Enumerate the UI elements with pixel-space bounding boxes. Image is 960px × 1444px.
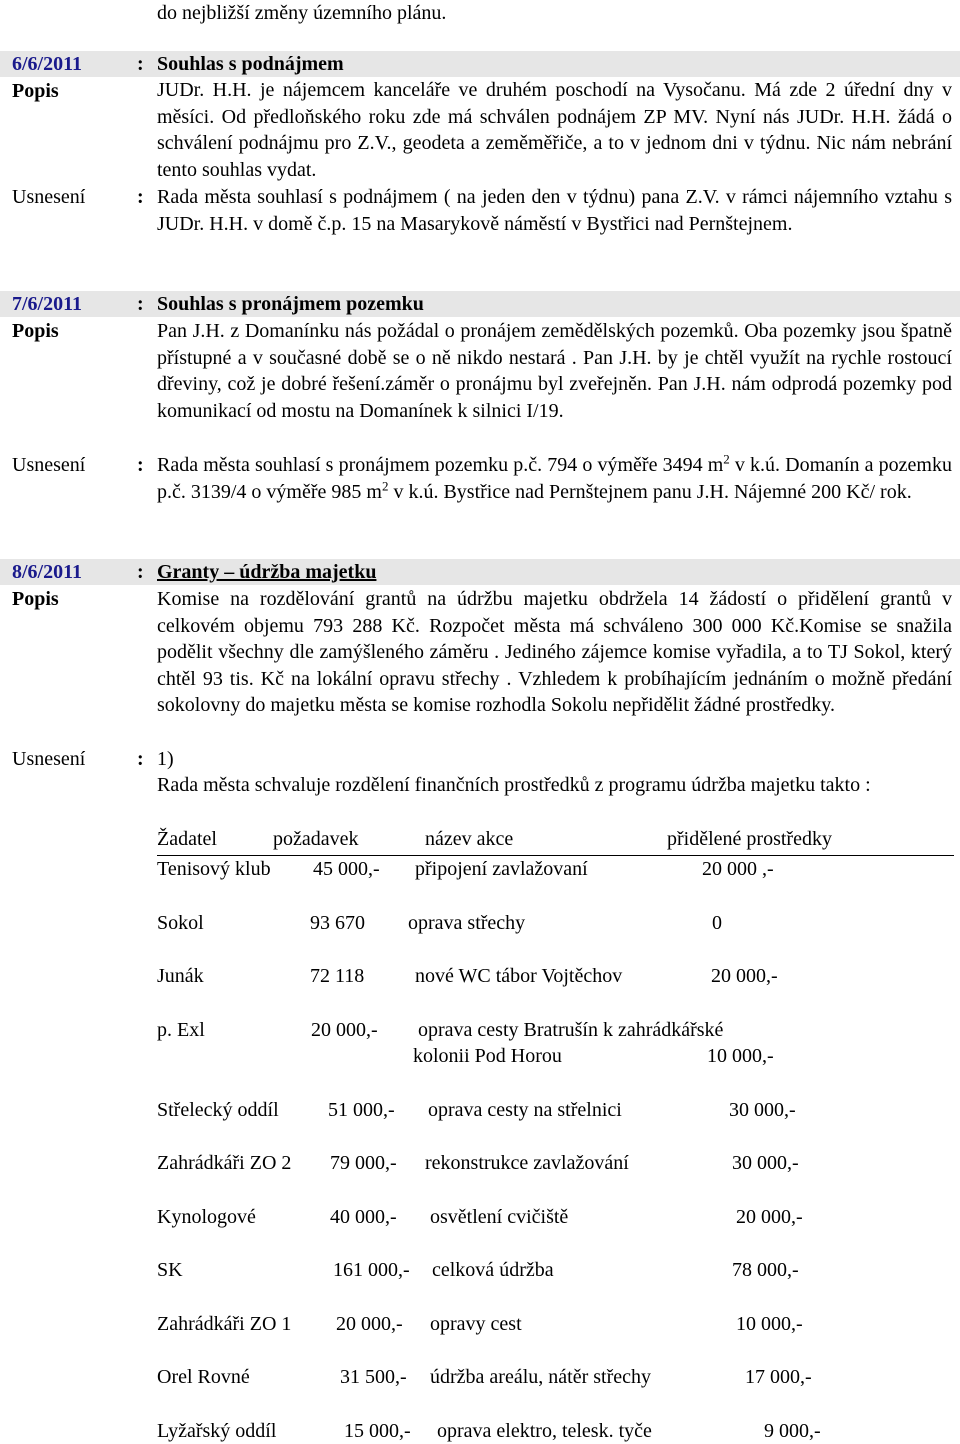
usneseni-text <box>157 452 952 505</box>
row-request: 15 000,- <box>344 1420 411 1442</box>
row-request: 20 000,- <box>336 1313 403 1335</box>
row-applicant: Kynologové <box>157 1206 256 1228</box>
row-granted: 10 000,- <box>736 1313 803 1335</box>
usneseni-text: Rada města schvaluje rozdělení finančních prostředků z programu údržba majetku takto : <box>157 774 871 796</box>
item-title: Souhlas s podnájmem <box>157 53 344 75</box>
usneseni-text-part: v k.ú. Domanín a pozemku p.č. 3139/4 o výměře 985 m <box>157 454 952 503</box>
row-action: nové WC tábor Vojtěchov <box>415 965 623 987</box>
row-request: 51 000,- <box>328 1099 395 1121</box>
row-action: oprava cesty Bratrušín k zahrádkářské <box>418 1019 724 1041</box>
colon: : <box>137 748 144 770</box>
row-action: oprava střechy <box>408 912 526 934</box>
row-applicant: Lyžařský oddíl <box>157 1420 277 1442</box>
usneseni-label: Usnesení <box>12 186 86 208</box>
row-granted: 30 000,- <box>729 1099 796 1121</box>
row-request: 93 670 <box>310 912 365 934</box>
row-request: 31 500,- <box>340 1366 407 1388</box>
table-header-action: název akce <box>425 828 514 850</box>
item-date: 6/6/2011 <box>12 53 83 75</box>
table-header-request: požadavek <box>273 828 359 850</box>
popis-label: Popis <box>12 320 59 342</box>
item-title: Granty – údržba majetku <box>157 561 377 583</box>
row-action: osvětlení cvičiště <box>430 1206 569 1228</box>
row-applicant: Junák <box>157 965 204 987</box>
row-applicant: Zahrádkáři ZO 2 <box>157 1152 292 1174</box>
popis-label: Popis <box>12 588 59 610</box>
row-applicant: SK <box>157 1259 183 1281</box>
row-granted: 10 000,- <box>707 1045 774 1067</box>
row-action-continued: kolonii Pod Horou <box>413 1045 562 1067</box>
row-action: celková údržba <box>432 1259 554 1281</box>
colon: : <box>137 561 144 583</box>
item-title: Souhlas s pronájmem pozemku <box>157 293 424 315</box>
superscript: 2 <box>723 451 730 467</box>
item-header-band <box>0 51 960 77</box>
row-request: 20 000,- <box>311 1019 378 1041</box>
row-action: údržba areálu, nátěr střechy <box>430 1366 651 1388</box>
item-date: 8/6/2011 <box>12 561 83 583</box>
item-date: 7/6/2011 <box>12 293 83 315</box>
row-action: připojení zavlažovaní <box>415 858 588 880</box>
row-granted: 20 000,- <box>711 965 778 987</box>
colon: : <box>137 186 144 208</box>
row-request: 45 000,- <box>313 858 380 880</box>
row-granted: 20 000 ,- <box>702 858 774 880</box>
colon: : <box>137 53 144 75</box>
row-granted: 9 000,- <box>764 1420 821 1442</box>
row-applicant: Sokol <box>157 912 204 934</box>
colon: : <box>137 454 144 476</box>
row-request: 72 118 <box>310 965 365 987</box>
row-granted: 0 <box>712 912 722 934</box>
row-action: oprava cesty na střelnici <box>428 1099 622 1121</box>
popis-text: JUDr. H.H. je nájemcem kanceláře ve druhém poschodí na Vysočanu. Má zde 2 úřední dny v měsíci. Od předloňského roku zde má schválen podnájem ZP MV. Nyní nás JUDr. H.H. žádá o schválení podnájmu pro Z.V., geodeta a zeměměřiče, a to v jednom dni v týdnu. Nic nám nebrání tento souhlas vydat. <box>157 79 952 181</box>
usneseni-text-part: Rada města souhlasí s pronájmem pozemku p.č. 794 o výměře 3494 m <box>157 454 724 476</box>
popis-label: Popis <box>12 80 59 102</box>
row-request: 79 000,- <box>330 1152 397 1174</box>
continuation-text: do nejbližší změny územního plánu. <box>157 2 447 24</box>
row-granted: 78 000,- <box>732 1259 799 1281</box>
row-request: 40 000,- <box>330 1206 397 1228</box>
row-granted: 20 000,- <box>736 1206 803 1228</box>
row-action: oprava elektro, telesk. tyče <box>437 1420 652 1442</box>
row-applicant: Tenisový klub <box>157 858 271 880</box>
table-header-applicant: Žadatel <box>157 828 217 850</box>
popis-text: Komise na rozdělování grantů na údržbu majetku obdržela 14 žádostí o přidělení grantů v celkovém objemu 793 288 Kč. Rozpočet města má schváleno 300 000 Kč.Komise se snažila podělit všechny dle zamýšleného záměru . Jediného zájemce komise vyřadila, a to TJ Sokol, který chtěl 93 tis. Kč na lokální opravu střechy . Vzhledem k probíhajícím jednáním o možně předání sokolovny do majetku města se komise rozhodla Sokolu nepřidělit žádné prostředky. <box>157 588 952 716</box>
table-header-granted: přidělené prostředky <box>667 828 832 850</box>
row-applicant: Zahrádkáři ZO 1 <box>157 1313 292 1335</box>
usneseni-text: Rada města souhlasí s podnájmem ( na jeden den v týdnu) pana Z.V. v rámci nájemního vztahu s JUDr. H.H. v domě č.p. 15 na Masarykově náměstí v Bystřici nad Pernštejnem. <box>157 186 952 235</box>
row-action: opravy cest <box>430 1313 522 1335</box>
colon: : <box>137 293 144 315</box>
row-granted: 17 000,- <box>745 1366 812 1388</box>
item-header-band <box>0 291 960 317</box>
usneseni-number: 1) <box>157 748 174 770</box>
usneseni-text-part: v k.ú. Bystřice nad Pernštejnem panu J.H. Nájemné 200 Kč/ rok. <box>388 480 912 503</box>
row-action: rekonstrukce zavlažování <box>425 1152 629 1174</box>
row-request: 161 000,- <box>333 1259 410 1281</box>
row-applicant: Střelecký oddíl <box>157 1099 279 1121</box>
usneseni-label: Usnesení <box>12 748 86 770</box>
row-applicant: p. Exl <box>157 1019 205 1041</box>
row-granted: 30 000,- <box>732 1152 799 1174</box>
row-applicant: Orel Rovné <box>157 1366 250 1388</box>
usneseni-label: Usnesení <box>12 454 86 476</box>
superscript: 2 <box>381 477 389 493</box>
item-header-band <box>0 559 960 585</box>
popis-text: Pan J.H. z Domanínku nás požádal o pronájem zemědělských pozemků. Oba pozemky jsou špatně přístupné a v současné době se o ně nikdo nestará . Pan J.H. by je chtěl využít na rychle rostoucí dřeviny, což je dobré řešení.záměr o pronájmu byl zveřejněn. Pan J.H. nám odprodá pozemky pod komunikací od mostu na Domanínek k silnici I/19. <box>157 320 952 422</box>
